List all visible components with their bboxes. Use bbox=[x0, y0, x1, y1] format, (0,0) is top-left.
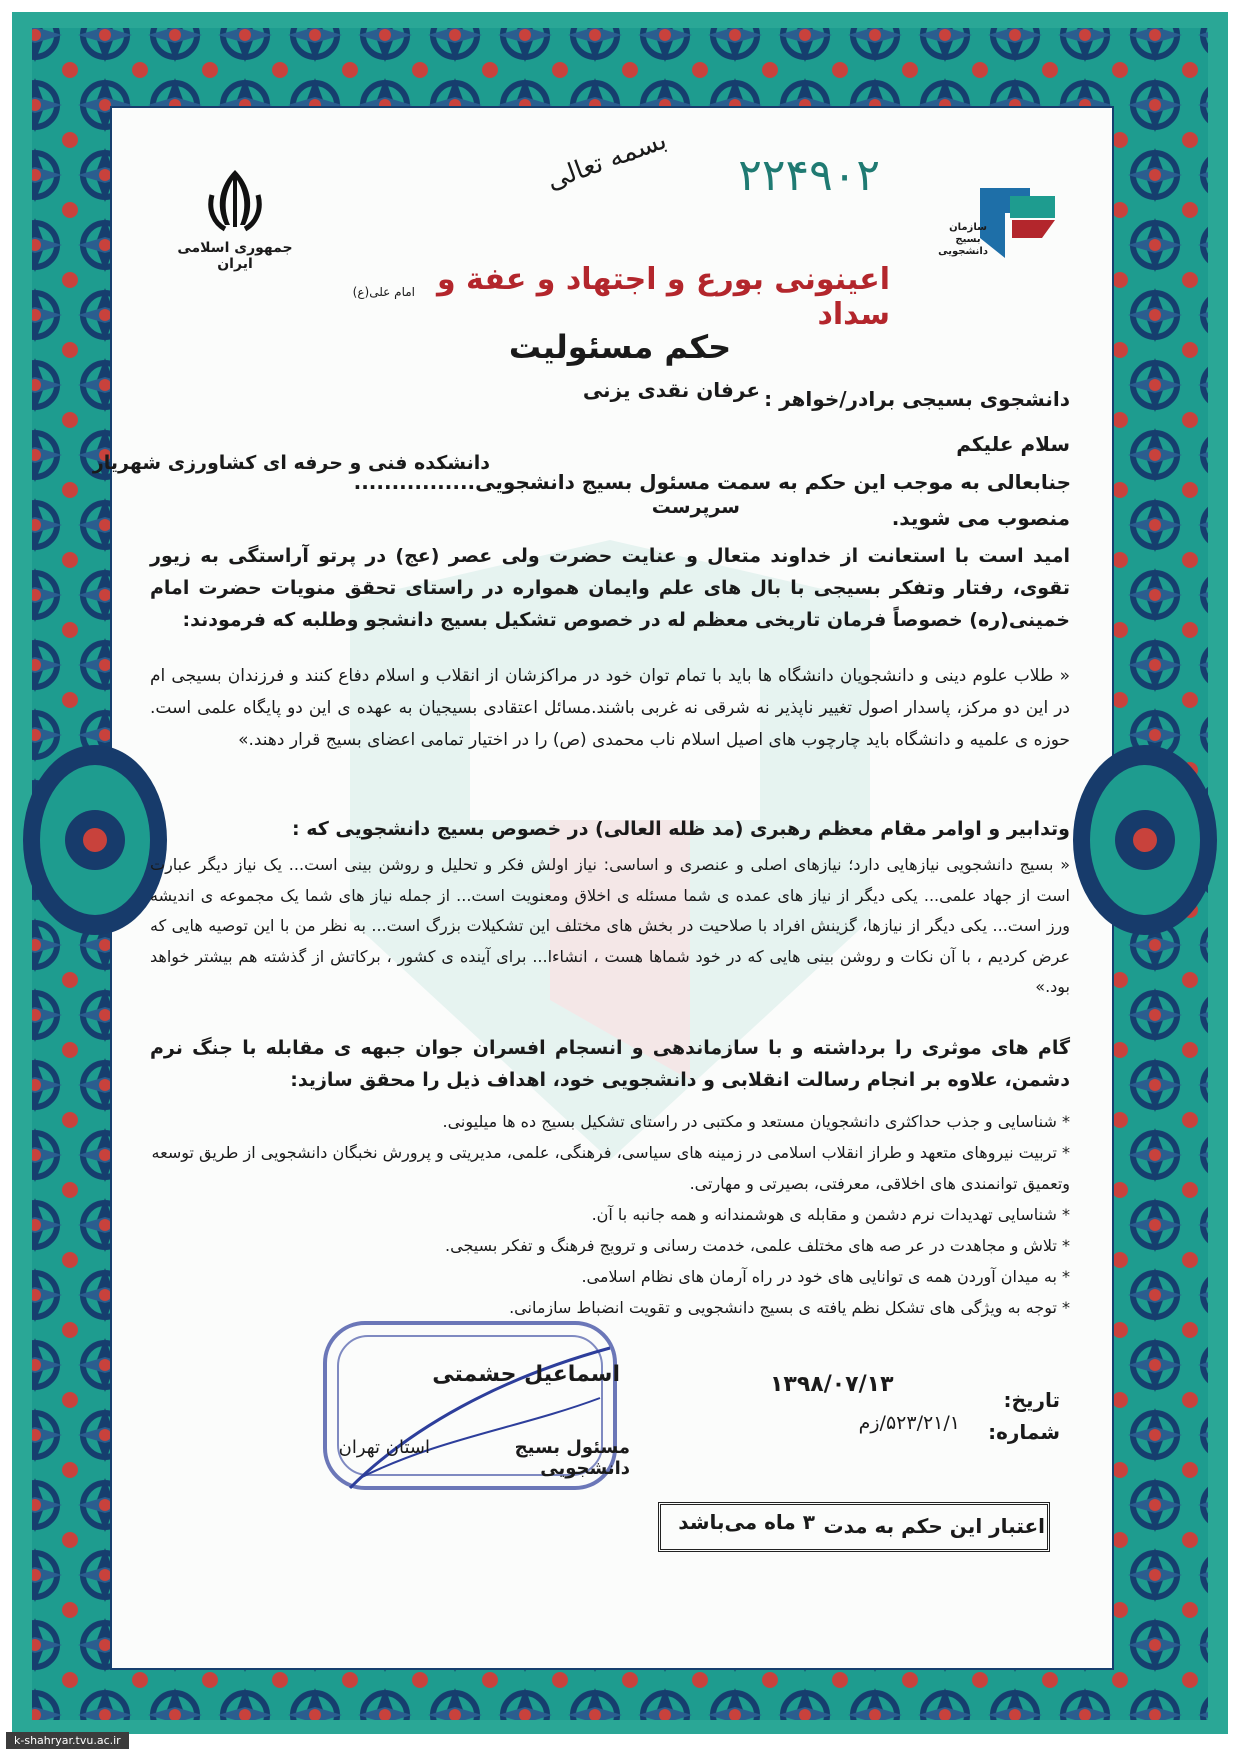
goal-item: * به میدان آوردن همه ی توانایی های خود در راه آرمان های نظام اسلامی. bbox=[581, 1267, 1070, 1286]
recipient-name: عرفان نقدی یزنی bbox=[582, 378, 760, 402]
paragraph-1: امید است با استعانت از خداوند متعال و عنایت حضرت ولی عصر (عج) در پرتو آراستگی به زیور تقوی، رفتار وتفکر بسیجی با بال های علم وایمان همواره در راستای تحقق منویات حضرت امام خمینی(ره) خصوصاً فرمان تاریخی معظم له در خصوص تشکیل بسیج دانشجو وطلبه که فرمودند: bbox=[150, 545, 1070, 631]
org-logo-caption bbox=[938, 222, 988, 258]
org-logo-caption-line-1: سازمان bbox=[949, 222, 987, 233]
right-rosette bbox=[1070, 740, 1220, 940]
goal-item: * شناسایی تهدیدات نرم دشمن و مقابله ی هوشمندانه و همه جانبه با آن. bbox=[591, 1205, 1070, 1224]
goals-list bbox=[150, 1106, 1070, 1323]
goal-item: * تلاش و مجاهدت در عر صه های مختلف علمی، خدمت رسانی و ترویج فرهنگ و تفکر بسیجی. bbox=[445, 1236, 1070, 1255]
appointment-unit: دانشکده فنی و حرفه ای کشاورزی شهریار bbox=[92, 452, 490, 474]
motto-source: امام علی(ع) bbox=[352, 285, 415, 299]
document-title: حکم مسئولیت bbox=[508, 328, 732, 366]
quote-2: « بسیج دانشجویی نیازهایی دارد؛ نیازهای اصلی و عنصری و اساسی: نیاز اولش فکر و تحلیل و روشن بینی است... یک نیاز دیگر عبارت است از جهاد علمی... یکی دیگر از نیاز های عمده ی شما مسئله ی اخلاق ومعنویت است... از جمله نیاز های شما یک مجموعه ی اندیشه ورز است... یکی دیگر از نیازها، گزینش افراد با صلاحیت در بخش های مختلف این تشکیلات بزرگ است... به نظر من با این توصیه هایی که عرض کردیم ، با آن نکات و روشن بینی هایی که در خود شماها هست ، انشاءا... برای آینده ی کشور ، برکاتش از گذشته هم بیشتر خواهد بود.» bbox=[150, 855, 1070, 996]
website-url[interactable]: k-shahryar.tvu.ac.ir bbox=[6, 1732, 129, 1749]
serial-number: ۲۲۴۹۰۲ bbox=[738, 150, 880, 201]
recipient-label: دانشجوی بسیجی برادر/خواهر : bbox=[764, 387, 1070, 411]
appointment-end: منصوب می شوید. bbox=[891, 506, 1070, 530]
goal-item: * توجه به ویژگی های تشکل نظم یافته ی بسیج دانشجویی و تقویت انضباط سازمانی. bbox=[509, 1298, 1070, 1317]
validity-value: ۳ ماه می‌باشد bbox=[678, 1510, 815, 1534]
appointment-text: جنابعالی به موجب این حکم به سمت مسئول بسیج دانشجویی................ bbox=[353, 470, 1071, 494]
greeting: سلام علیکم bbox=[956, 432, 1070, 456]
role-correction: سرپرست bbox=[651, 496, 740, 518]
signer-title: مسئول بسیج دانشجویی bbox=[514, 1437, 630, 1479]
org-logo-caption-line-3: دانشجویی bbox=[938, 246, 988, 257]
org-logo-caption-line-2: بسیج bbox=[955, 234, 981, 245]
paragraph-2: وتدابیر و اوامر مقام معظم رهبری (مد ظله العالی) در خصوص بسیج دانشجویی که : bbox=[292, 818, 1070, 840]
paragraph-3: گام های موثری را برداشته و با سازماندهی و انسجام افسران جوان جبهه ی مقابله با جنگ نرم دشمن، علاوه بر انجام رسالت انقلابی و دانشجویی خود، اهداف ذیل را محقق سازید: bbox=[150, 1037, 1070, 1091]
left-rosette bbox=[20, 740, 170, 940]
goal-item: * شناسایی و جذب حداکثری دانشجویان مستعد و مکتبی در راستای تشکیل بسیج ده ها میلیونی. bbox=[442, 1112, 1070, 1131]
iran-emblem-caption: جمهوری اسلامی ایران bbox=[177, 240, 293, 272]
quote-1: « طلاب علوم دینی و دانشجویان دانشگاه ها باید با تمام توان خود در مراکزشان از انقلاب و اسلام دفاع کنند و فرزندان بسیجی ام در این دو مرکز، پاسدار اصول تغییر ناپذیر نه شرقی نه غربی باشند.مسائل اعتقادی بسیجیان به عهده ی این دو پایگاه علمی است. حوزه ی علمیه و دانشگاه باید چارچوب های اصیل اسلام ناب محمدی (ص) را در اختیار تمامی اعضای بسیج قرار دهند.» bbox=[150, 666, 1070, 750]
date-value: ۱۳۹۸/۰۷/۱۳ bbox=[770, 1372, 894, 1397]
validity-label: اعتبار این حکم به مدت bbox=[823, 1514, 1045, 1538]
number-label: شماره: bbox=[988, 1420, 1060, 1444]
number-value: ۵۲۳/۲۱/۱/ز‌م bbox=[858, 1412, 960, 1434]
motto: اعینونی بورع و اجتهاد و عفة و سداد bbox=[436, 262, 890, 332]
iran-emblem bbox=[200, 165, 270, 235]
goal-item: * تربیت نیروهای متعهد و طراز انقلاب اسلامی در زمینه های سیاسی، فرهنگی، علمی، مدیریتی و پرورش نخبگان دانشجویی از طریق توسعه وتعمیق توانمندی های اخلاقی، معرفتی، بصیرتی و مهارتی. bbox=[151, 1143, 1070, 1193]
basmala: بسمه تعالی bbox=[542, 125, 671, 197]
signer-province: استان تهران bbox=[338, 1437, 430, 1458]
date-label: تاریخ: bbox=[1003, 1388, 1060, 1412]
signer-name: اسماعیل حشمتی bbox=[432, 1362, 620, 1387]
